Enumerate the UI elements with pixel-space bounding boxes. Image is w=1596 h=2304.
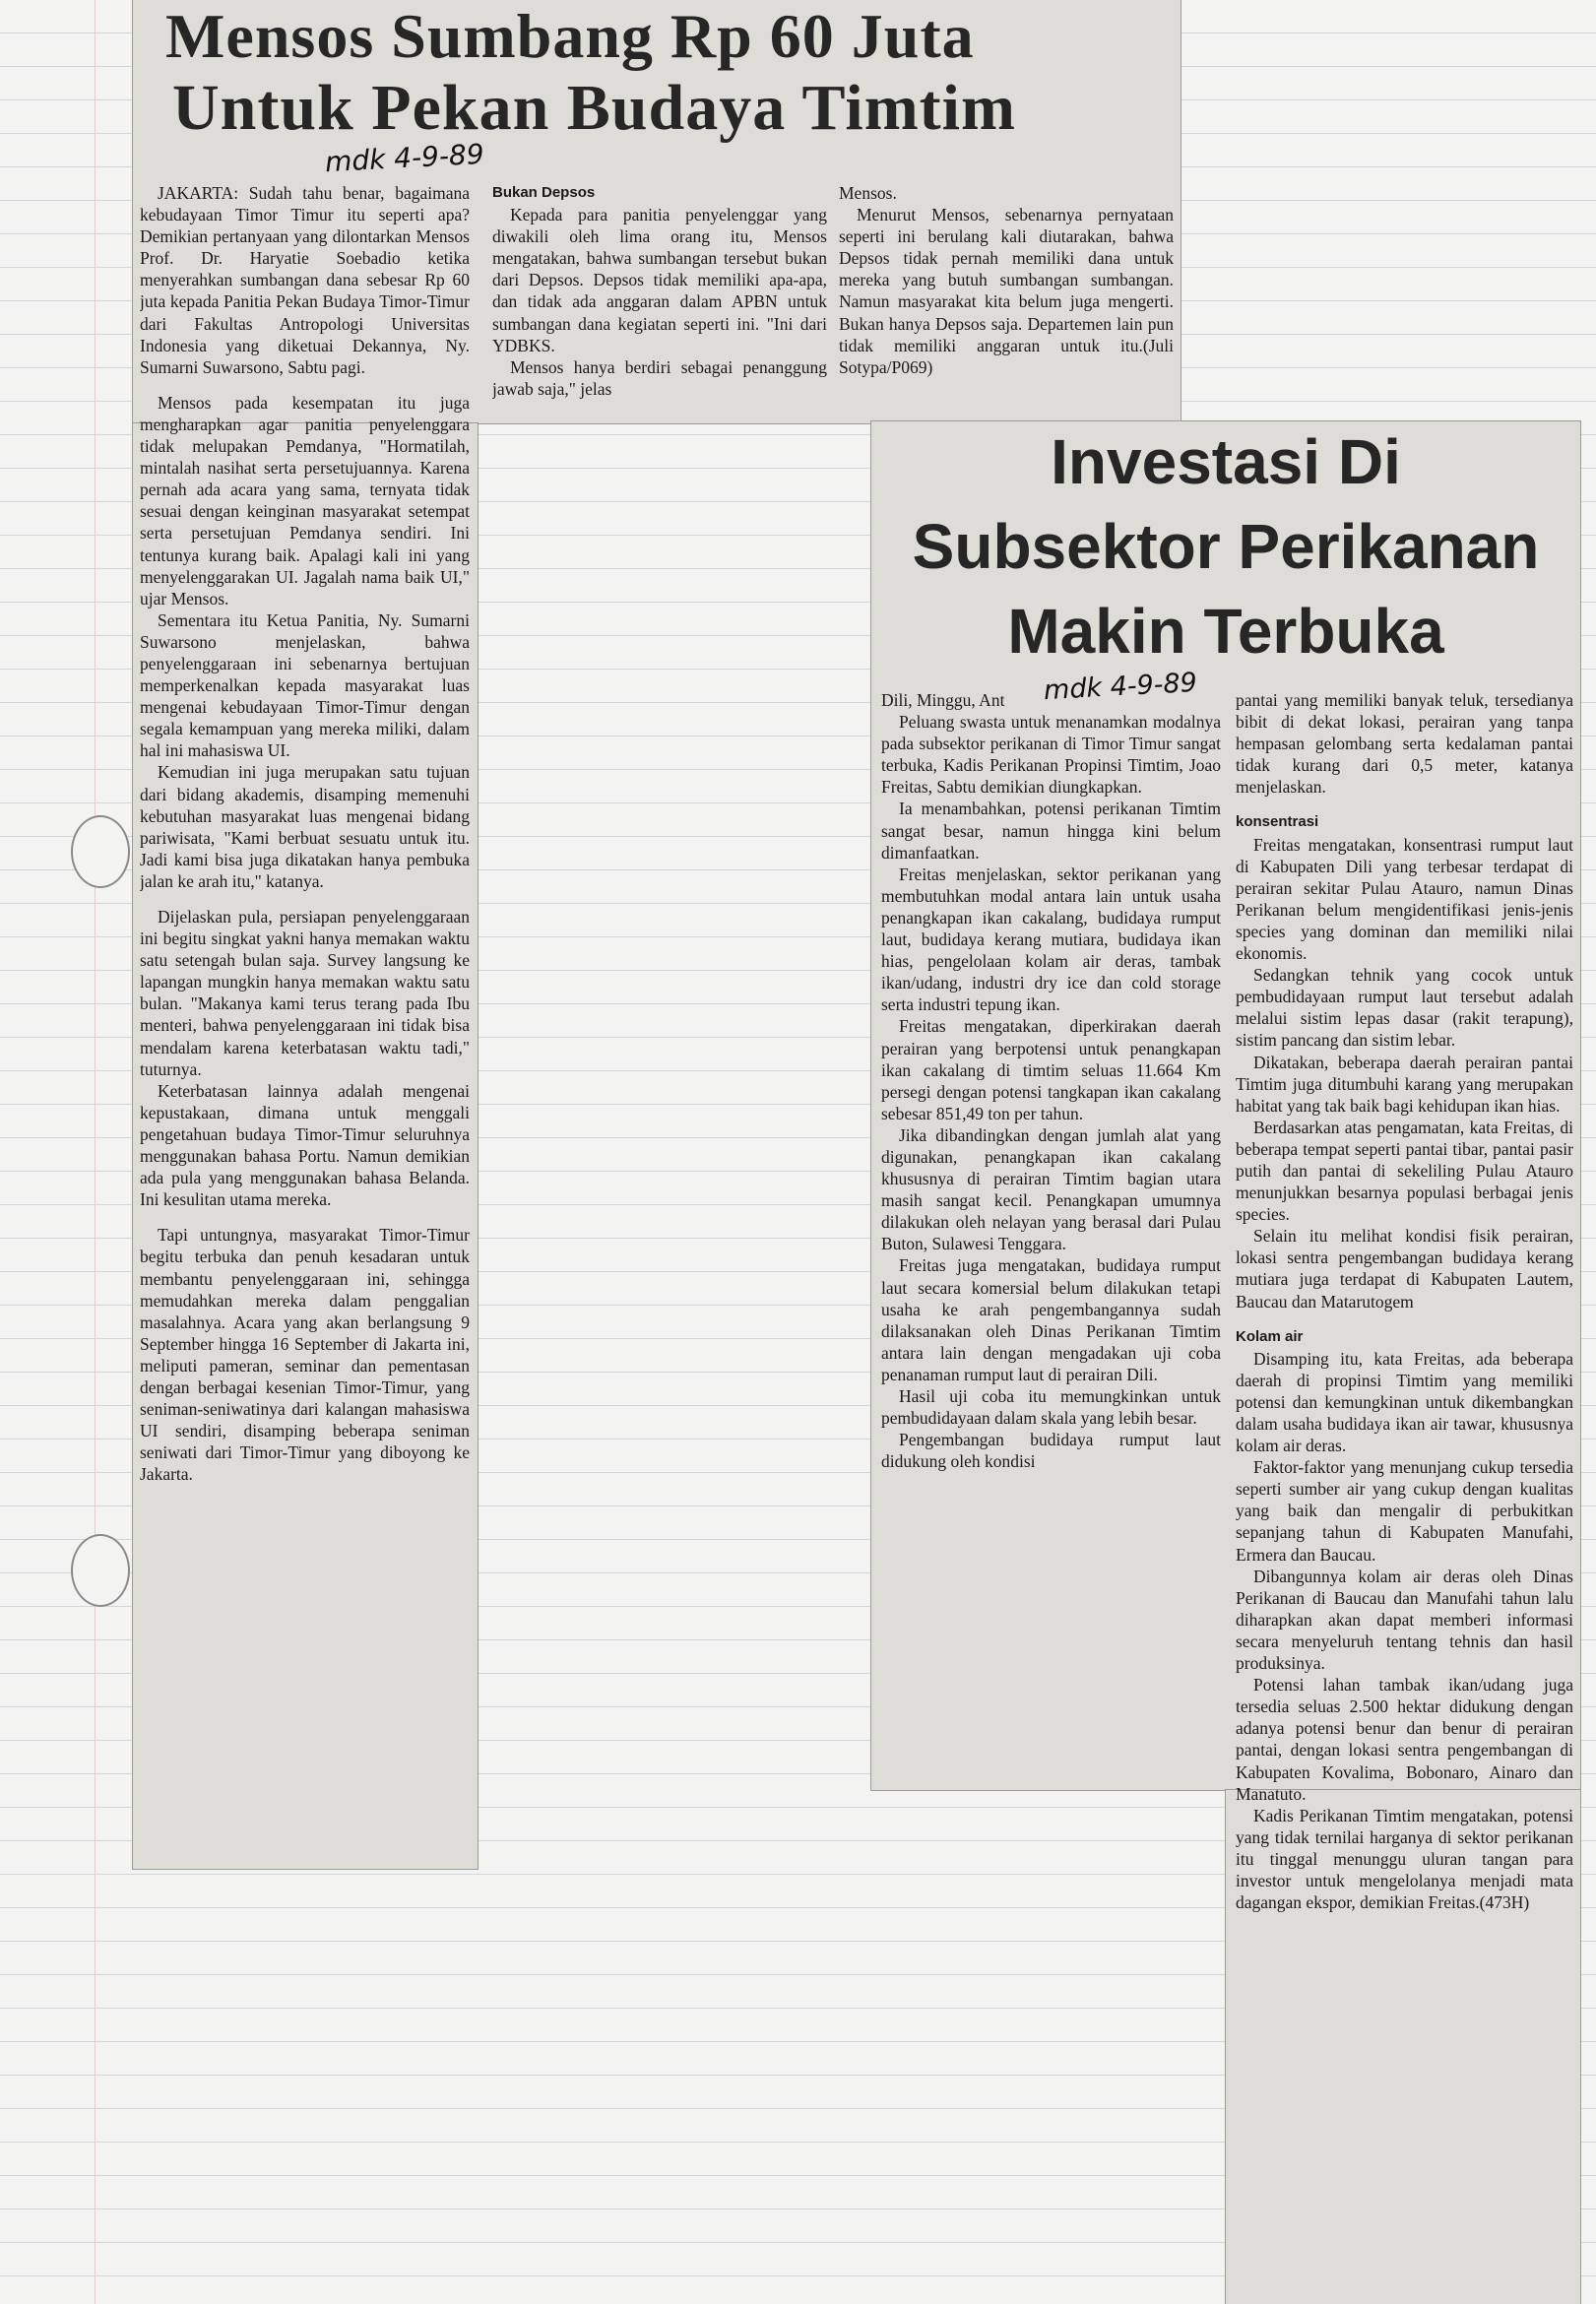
article1-paragraph: Mensos pada kesempatan itu juga mengharapkan agar panitia penyelenggara tidak melupakan Pemdanya, "Hormatilah, mintalah nasihat serta persetujuannya. Karena pernah ada acara yang sama, ternyata tidak sesuai dengan keinginan masyarakat setempat serta persetujuan Pemdanya sendiri. Ini tentunya kurang baik. Apalagi kali ini yang menyelenggarakan UI. Jagalah nama baik UI," ujar Mensos. <box>140 392 470 608</box>
handwritten-date-note: mdk 4-9-89 <box>324 137 485 179</box>
article1-paragraph: Menurut Mensos, sebenarnya pernyataan seperti ini berulang kali diutarakan, bahwa Depsos tidak pernah memiliki dana untuk mereka yang butuh sumbangan sumbangan. Namun masyarakat kita belum juga mengerti. Bukan hanya Depsos saja. Departemen lain pun tidak memiliki anggaran untuk itu.(Juli Sotypa/P069) <box>839 205 1174 377</box>
article2-subhead: konsentrasi <box>1236 813 1319 831</box>
article2-paragraph: Ia menambahkan, potensi perikanan Timtim sangat besar, namun hingga kini belum dimanfaatkan. <box>881 799 1221 863</box>
article1-paragraph: Sementara itu Ketua Panitia, Ny. Sumarni Suwarsono menjelaskan, bahwa penyelenggaraan ini sebenarnya bertujuan memperkenalkan kepada masyarakat luas mengenai kebudayaan Timor-Timur dengan segala kemampuan yang mereka miliki, dalam hal ini mahasiswa UI. <box>140 609 470 761</box>
article2-headline-line1: Investasi Di <box>1051 426 1401 497</box>
binder-hole <box>71 815 130 888</box>
article1-column-3 <box>839 182 1174 423</box>
binder-hole <box>71 1534 130 1607</box>
article2-paragraph: Kadis Perikanan Timtim mengatakan, potensi yang tidak ternilai harganya di sektor perikanan itu tinggal menunggu uluran tangan para investor untuk mengelolanya menjadi mata dagangan ekspor, demikian Freitas.(473H) <box>1236 1805 1573 1913</box>
article2-paragraph: Dikatakan, beberapa daerah perairan pantai Timtim juga ditumbuhi karang yang merupakan habitat yang tak baik bagi kehidupan ikan hias. <box>1236 1052 1573 1116</box>
article2-paragraph: Sedangkan tehnik yang cocok untuk pembudidayaan rumput laut tersebut adalah melalui sistim lepas dasar (rakit terapung), sistim pancang dan sistim lebar. <box>1236 965 1573 1051</box>
article1-headline-line2: Untuk Pekan Budaya Timtim <box>172 72 1016 144</box>
article1-paragraph: Mensos. <box>839 183 897 203</box>
article1-paragraph: JAKARTA: Sudah tahu benar, bagaimana kebudayaan Timor Timur itu seperti apa? Demikian pertanyaan yang dilontarkan Mensos Prof. Dr. Haryatie Soebadio ketika menyerahkan sumbangan dana sebesar Rp 60 juta kepada Panitia Pekan Budaya Timor-Timur dari Fakultas Antropologi Universitas Indonesia yang diketuai Dekannya, Ny. Sumarni Suwarsono, Sabtu pagi. <box>140 183 470 377</box>
article2-paragraph: Disamping itu, kata Freitas, ada beberapa daerah di propinsi Timtim yang memiliki potensi dan kemungkinan untuk dikembangkan dalam usaha budidaya ikan air tawar, khususnya kolam air deras. <box>1236 1348 1573 1456</box>
article2-dateline: Dili, Minggu, Ant <box>881 690 1005 710</box>
article1-subhead: Bukan Depsos <box>492 184 596 201</box>
article1-paragraph: Kemudian ini juga merupakan satu tujuan dari bidang akademis, disamping memenuhi kebutuhan masyarakat luas mengenai bidang pariwisata, "Kami berbuat sesuatu untuk itu. Jadi kami bisa juga dikatakan hanya pembuka jalan ke arah itu," katanya. <box>140 762 470 891</box>
article1-column-1 <box>140 182 470 1871</box>
article2-headline-line2: Subsektor Perikanan <box>912 511 1540 582</box>
article1-paragraph: Kepada para panitia penyelenggar yang diwakili oleh lima orang itu, Mensos mengatakan, bahwa sumbangan tersebut bukan dari Depsos. Depsos tidak memiliki apa-apa, dan tidak ada anggaran dalam APBN untuk sumbangan dana kegiatan seperti ini. "Ini dari YDBKS. <box>492 205 827 355</box>
article2-paragraph: Jika dibandingkan dengan jumlah alat yang digunakan, penangkapan ikan cakalang khususnya di perairan Timtim bagian utara masih sangat kecil. Penangkapan umumnya dilakukan oleh nelayan yang berasal dari Pulau Buton, Sulawesi Tenggara. <box>881 1124 1221 1254</box>
article2-paragraph: Peluang swasta untuk menanamkan modalnya pada subsektor perikanan di Timor Timur sangat terbuka, Kadis Perikanan Propinsi Timtim, Joao Freitas, Sabtu demikian diungkapkan. <box>881 712 1221 798</box>
article2-paragraph: pantai yang memiliki banyak teluk, tersedianya bibit di dekat lokasi, perairan yang tanpa hempasan gelombang serta kedalaman pantai tidak kurang dari 0,5 meter, katanya menjelaskan. <box>1236 690 1573 798</box>
article1-paragraph: Mensos hanya berdiri sebagai penanggung jawab saja," jelas <box>492 356 827 399</box>
article2-column-2 <box>1236 689 1573 2296</box>
paper-margin-line <box>95 0 96 2304</box>
article2-paragraph: Pengembangan budidaya rumput laut didukung oleh kondisi <box>881 1430 1221 1472</box>
article2-paragraph: Hasil uji coba itu memungkinkan untuk pembudidayaan dalam skala yang lebih besar. <box>881 1386 1221 1429</box>
article1-paragraph: Keterbatasan lainnya adalah mengenai kepustakaan, dimana untuk menggali pengetahuan budaya Timor-Timur seluruhnya menggunakan bahasa Portu. Namun demikian ada pula yang menggunakan bahasa Belanda. Ini kesulitan utama mereka. <box>140 1080 470 1210</box>
article2-paragraph: Dibangunnya kolam air deras oleh Dinas Perikanan di Baucau dan Manufahi tahun lalu diharapkan akan dapat memberi informasi secara menyeluruh tentang tehnis dan hasil produksinya. <box>1236 1566 1573 1674</box>
article2-paragraph: Faktor-faktor yang menunjang cukup tersedia seperti sumber air yang cukup dengan kualitas yang baik dan mengalir di perbukitkan sepanjang tahun di Kabupaten Manufahi, Ermera dan Baucau. <box>1236 1457 1573 1565</box>
article2-column-1 <box>881 689 1221 1790</box>
article2-paragraph: Freitas menjelaskan, sektor perikanan yang membutuhkan modal antara lain untuk usaha penangkapan ikan cakalang, budidaya rumput laut, budidaya kerang mutiara, budidaya ikan hias, pengelolaan kolam air deras, tambak ikan/udang, industri dry ice dan cold storage serta industri tepung ikan. <box>881 864 1221 1015</box>
handwritten-date-note: mdk 4-9-89 <box>1043 667 1198 707</box>
article2-headline-line3: Makin Terbuka <box>1007 596 1444 667</box>
article2-paragraph: Freitas mengatakan, diperkirakan daerah perairan yang berpotensi untuk penangkapan ikan cakalang di timtim seluas 11.664 Km persegi dengan potensi tangkapan ikan cakalang sebesar 851,49 ton per tahun. <box>881 1016 1221 1123</box>
article2-paragraph: Freitas juga mengatakan, budidaya rumput laut secara komersial belum dilakukan tetapi usaha ke arah pengembangannya sudah dilaksanakan oleh Dinas Perikanan Timtim antara lain dengan mengadakan uji coba penanaman rumput laut di perairan Dili. <box>881 1255 1221 1384</box>
article2-paragraph: Potensi lahan tambak ikan/udang juga tersedia seluas 2.500 hektar didukung dengan adanya potensi benur dan benur di perairan pantai, dengan lokasi sentra pengembangan di Kabupaten Kovalima, Bobonaro, Ainaro dan Manatuto. <box>1236 1675 1573 1804</box>
article1-paragraph: Dijelaskan pula, persiapan penyelenggaraan ini begitu singkat yakni hanya memakan waktu satu setengah bulan saja. Survey langsung ke lapangan mungkin hanya memakan waktu satu bulan. "Makanya kami terus terang pada Ibu menteri, bahwa penyelenggaraan ini tidak bisa mendalam karena keterbatasan waktu tadi," tuturnya. <box>140 907 470 1079</box>
article1-paragraph: Tapi untungnya, masyarakat Timor-Timur begitu terbuka dan penuh kesadaran untuk membantu penyelenggaraan ini, sehingga memudahkan mereka dalam penggalian masalahnya. Acara yang akan berlangsung 9 September hingga 16 September di Jakarta ini, meliputi pameran, seminar dan pementasan dengan berbagai kesenian Timor-Timur, yang seniman-seniwatinya dari kalangan mahasiswa UI sendiri, disamping beberapa seniman seniwati dari Timor-Timur yang diboyong ke Jakarta. <box>140 1225 470 1485</box>
article2-paragraph: Freitas mengatakan, konsentrasi rumput laut di Kabupaten Dili yang terbesar terdapat di perairan sekitar Pulau Atauro, namun Dinas Perikanan belum mengidentifikasi jenis-jenis species yang dominan dan memiliki nilai ekonomis. <box>1236 834 1573 964</box>
article2-paragraph: Berdasarkan atas pengamatan, kata Freitas, di beberapa tempat seperti pantai tibar, pantai pasir putih dan pantai di sekeliling Pulau Atauro menunjukkan besarnya populasi berbagai jenis species. <box>1236 1117 1573 1225</box>
article2-paragraph: Selain itu melihat kondisi fisik perairan, lokasi sentra pengembangan budidaya kerang mutiara juga terdapat di Kabupaten Lautem, Baucau dan Matarutogem <box>1236 1226 1573 1312</box>
article2-subhead: Kolam air <box>1236 1327 1304 1345</box>
article1-headline-line1: Mensos Sumbang Rp 60 Juta <box>165 1 975 71</box>
article1-column-2 <box>492 182 827 423</box>
